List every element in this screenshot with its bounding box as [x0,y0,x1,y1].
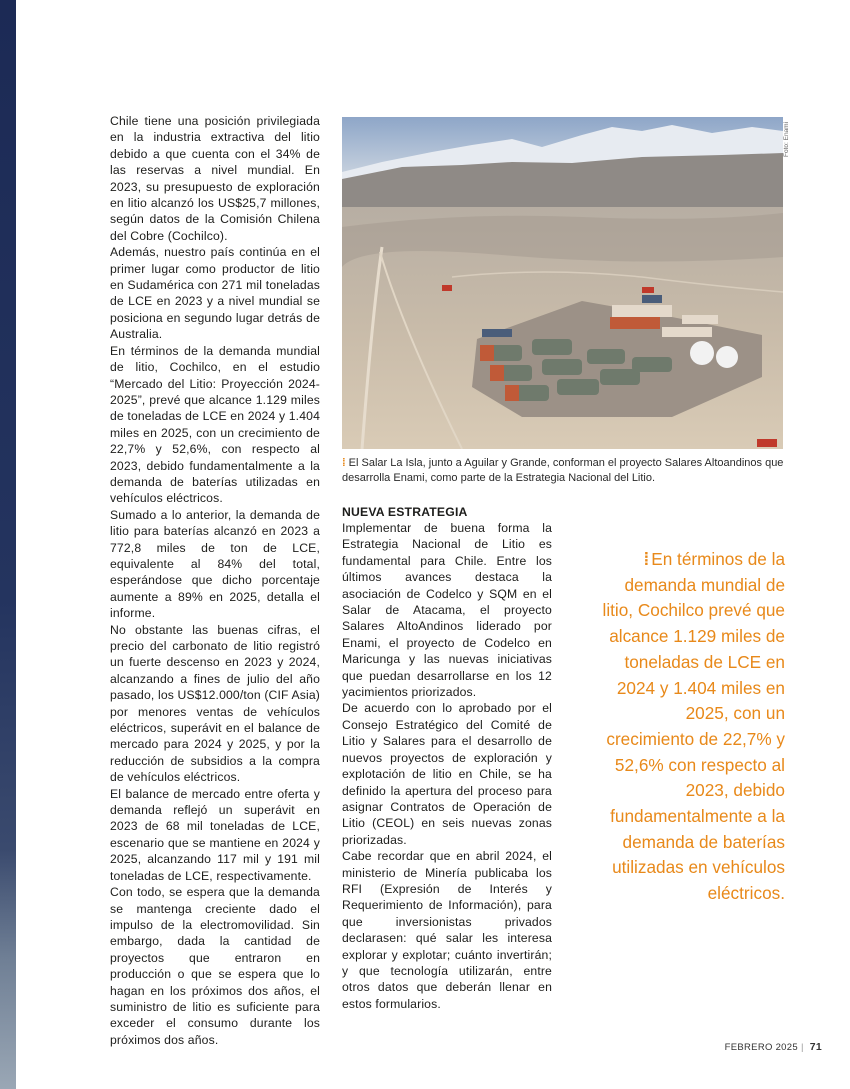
photo-credit: Foto: Enami [783,121,790,157]
photo-caption [342,456,786,485]
page-footer [725,1041,822,1053]
page-edge-strip [0,0,16,1089]
left-paragraph-1: Chile tiene una posición privilegiada en la industria extractiva del litio debido a que cuenta con el 34% de las reservas a nivel mundial. En 2023, su presupuesto de exploración en litio alcanzó los US$25,7 millones, según datos de la Comisión Chilena del Cobre (Cochilco). [110,114,320,243]
salar-photo-illustration [342,117,783,449]
left-paragraph-3: En términos de la demanda mundial de litio, Cochilco, en el estudio “Mercado del Litio: Proyección 2024-2025”, prevé que alcance 1.129 miles de toneladas de LCE en 2024 y 1.404 miles en 2025, con un crecimiento de 22,7% y 52,6%, con respecto al 2023, debido fundamentalmente a la demanda de baterías utilizadas en vehículos eléctricos. [110,343,320,506]
left-paragraph-2: Además, nuestro país continúa en el primer lugar como productor de litio en Sudamérica con 271 mil toneladas de LCE en 2023 y a nivel mundial se posiciona en segundo lugar detrás de Australia. [110,245,320,342]
middle-paragraph-2: De acuerdo con lo aprobado por el Consejo Estratégico del Comité de Litio y Salares para el desarrollo de nuevos proyectos de exploración y explotación de litio en Chile, se ha definido la apertura del proceso para asignar Contratos de Operación de Litio (CEOL) en seis nuevas zonas priorizadas. [342,701,552,847]
footer-divider: | [800,1042,804,1053]
quote-marker-icon: ⁞ [643,549,650,569]
pull-quote-text: En términos de la demanda mundial de litio, Cochilco prevé que alcance 1.129 miles de toneladas de LCE en 2024 y 1.404 miles en 2025, con un crecimiento de 22,7% y 52,6% con respecto al 2023, debido fundamentalmente a la demanda de baterías utilizadas en vehículos eléctricos. [602,549,785,904]
photo-caption-text: El Salar La Isla, junto a Aguilar y Grande, conforman el proyecto Salares Altoandinos que desarrolla Enami, como parte de la Estrategia Nacional del Litio. [342,457,784,484]
section-heading: NUEVA ESTRATEGIA [342,505,468,519]
middle-paragraph-1: Implementar de buena forma la Estrategia Nacional de Litio es fundamental para Chile. Entre los últimos avances destaca la asociación de Codelco y SQM en el Salar de Atacama, el proyecto Salares AltoAndinos liderado por Enami, el proyecto de Codelco en Maricunga y las nuevas iniciativas que puedan desarrollarse en los 12 yacimientos priorizados. [342,521,552,700]
left-column [110,113,320,1048]
pull-quote [598,547,785,907]
page-number: 71 [809,1041,822,1053]
left-paragraph-5: No obstante las buenas cifras, el precio del carbonato de litio registró un fuerte descenso en 2023 y 2024, alcanzando a fines de julio del año pasado, los US$12.000/ton (CIF Asia) por menores ventas de vehículos eléctricos, superávit en el balance de mercado para 2024 y 2025, y por la reducción de subsidios a la compra de vehículos eléctricos. [110,622,320,785]
middle-paragraph-3: Cabe recordar que en abril 2024, el ministerio de Minería publicaba los RFI (Expresión de Interés y Requerimiento de Información), para que inversionistas privados declarasen: qué salar les interesa explorar y explotar; cuánto invertirán; y que tecnología utilizarán, entre otros datos que deberán llenar en estos formularios. [342,849,552,1011]
left-paragraph-7: Con todo, se espera que la demanda se mantenga creciente dado el impulso de la electromovilidad. Sin embargo, dada la cantidad de proyectos que entraron en producción o que se espera que lo hagan en los próximos dos años, el suministro de litio es suficiente para exceder el consumo durante los próximos dos años. [110,885,320,1047]
left-paragraph-4: Sumado a lo anterior, la demanda de litio para baterías alcanzó en 2023 a 772,8 miles de ton de LCE, equivalente al 84% del total, esperándose que dicho porcentaje aumente a 89% en 2025, detalla el informe. [110,507,320,621]
left-paragraph-6: El balance de mercado entre oferta y demanda reflejó un superávit en 2023 de 68 mil toneladas de LCE, escenario que se mantiene en 2024 y 2025, alcanzando 117 mil y 191 mil toneladas de LCE, respectivamente. [110,786,320,883]
middle-column [342,520,552,1012]
caption-marker-icon: ⁞ [342,457,346,469]
salar-photo [342,117,783,449]
issue-date: FEBRERO 2025 [724,1042,798,1053]
